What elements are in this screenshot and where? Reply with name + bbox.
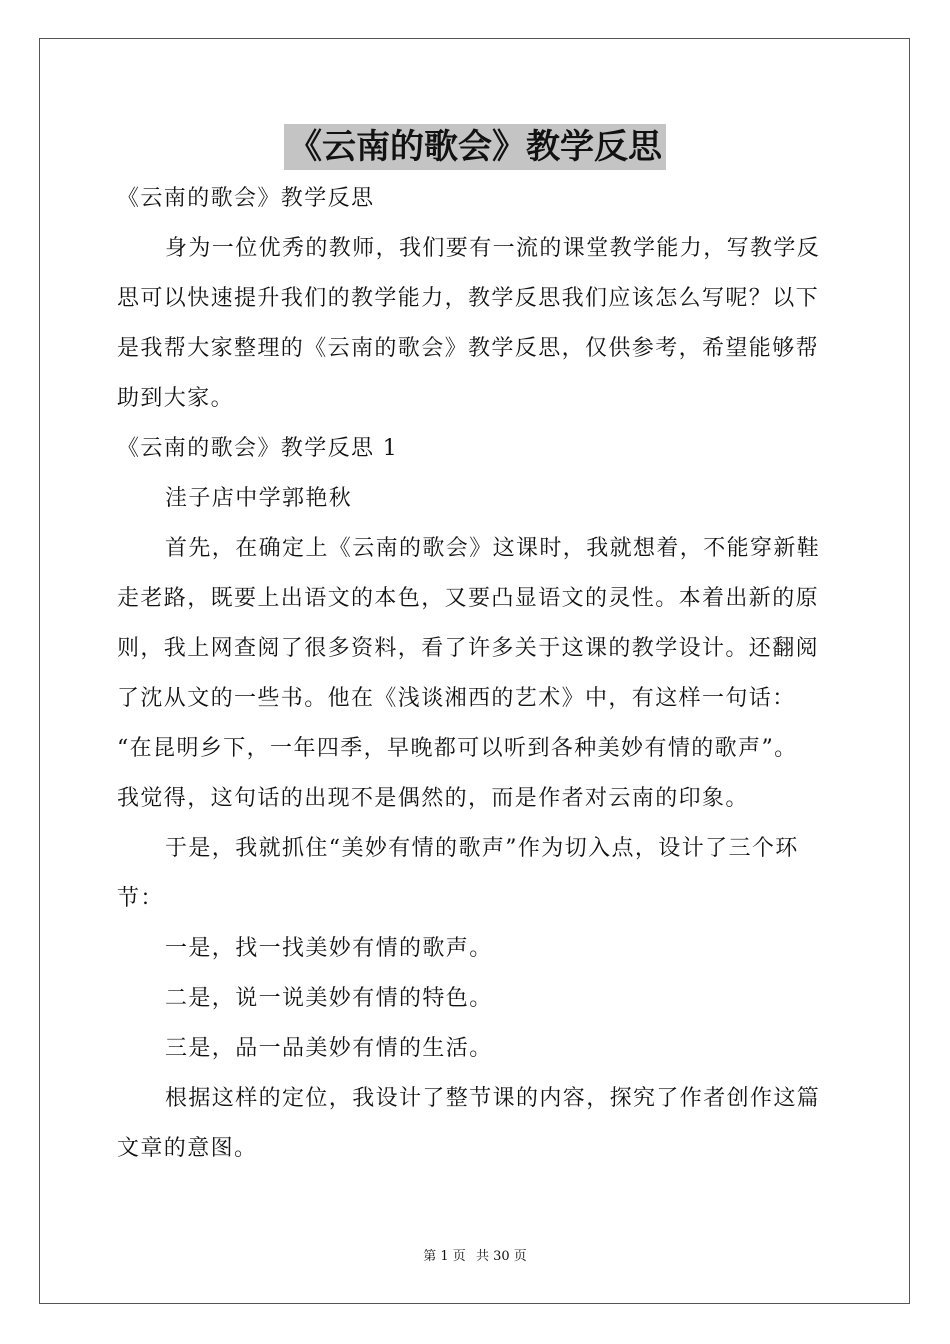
page-number: 第 1 页 — [423, 1249, 466, 1264]
section-heading: 《云南的歌会》教学反思 1 — [117, 436, 399, 461]
author-line: 洼子店中学郭艳秋 — [165, 486, 353, 511]
paragraph-line: 根据这样的定位，我设计了整节课的内容，探究了作者创作这篇 — [165, 1086, 821, 1111]
subtitle-line: 《云南的歌会》教学反思 — [117, 186, 375, 211]
list-item: 一是，找一找美妙有情的歌声。 — [165, 936, 493, 961]
paragraph-line: 思可以快速提升我们的教学能力，教学反思我们应该怎么写呢？以下 — [117, 286, 820, 311]
paragraph-line: 节： — [117, 886, 164, 911]
paragraph-line: 是我帮大家整理的《云南的歌会》教学反思，仅供参考，希望能够帮 — [117, 336, 820, 361]
list-item: 三是，品一品美妙有情的生活。 — [165, 1036, 493, 1061]
paragraph-line: 走老路，既要上出语文的本色，又要凸显语文的灵性。本着出新的原 — [117, 586, 820, 611]
paragraph-line: 于是，我就抓住“美妙有情的歌声”作为切入点，设计了三个环 — [165, 836, 799, 861]
paragraph-line: “在昆明乡下，一年四季，早晚都可以听到各种美妙有情的歌声”。 — [117, 736, 798, 761]
page-border — [39, 38, 910, 1304]
title-container — [0, 124, 950, 170]
paragraph-line: 首先，在确定上《云南的歌会》这课时，我就想着，不能穿新鞋 — [165, 536, 821, 561]
paragraph-line: 我觉得，这句话的出现不是偶然的，而是作者对云南的印象。 — [117, 786, 749, 811]
paragraph-line: 了沈从文的一些书。他在《浅谈湘西的艺术》中，有这样一句话： — [117, 686, 796, 711]
paragraph-line: 文章的意图。 — [117, 1136, 258, 1161]
page-footer — [0, 1248, 950, 1266]
page-total: 共 30 页 — [475, 1249, 527, 1264]
paragraph-line: 身为一位优秀的教师，我们要有一流的课堂教学能力，写教学反 — [165, 236, 821, 261]
list-item: 二是，说一说美妙有情的特色。 — [165, 986, 493, 1011]
paragraph-line: 则，我上网查阅了很多资料，看了许多关于这课的教学设计。还翻阅 — [117, 636, 820, 661]
paragraph-line: 助到大家。 — [117, 386, 235, 411]
document-title: 《云南的歌会》教学反思 — [284, 124, 666, 170]
